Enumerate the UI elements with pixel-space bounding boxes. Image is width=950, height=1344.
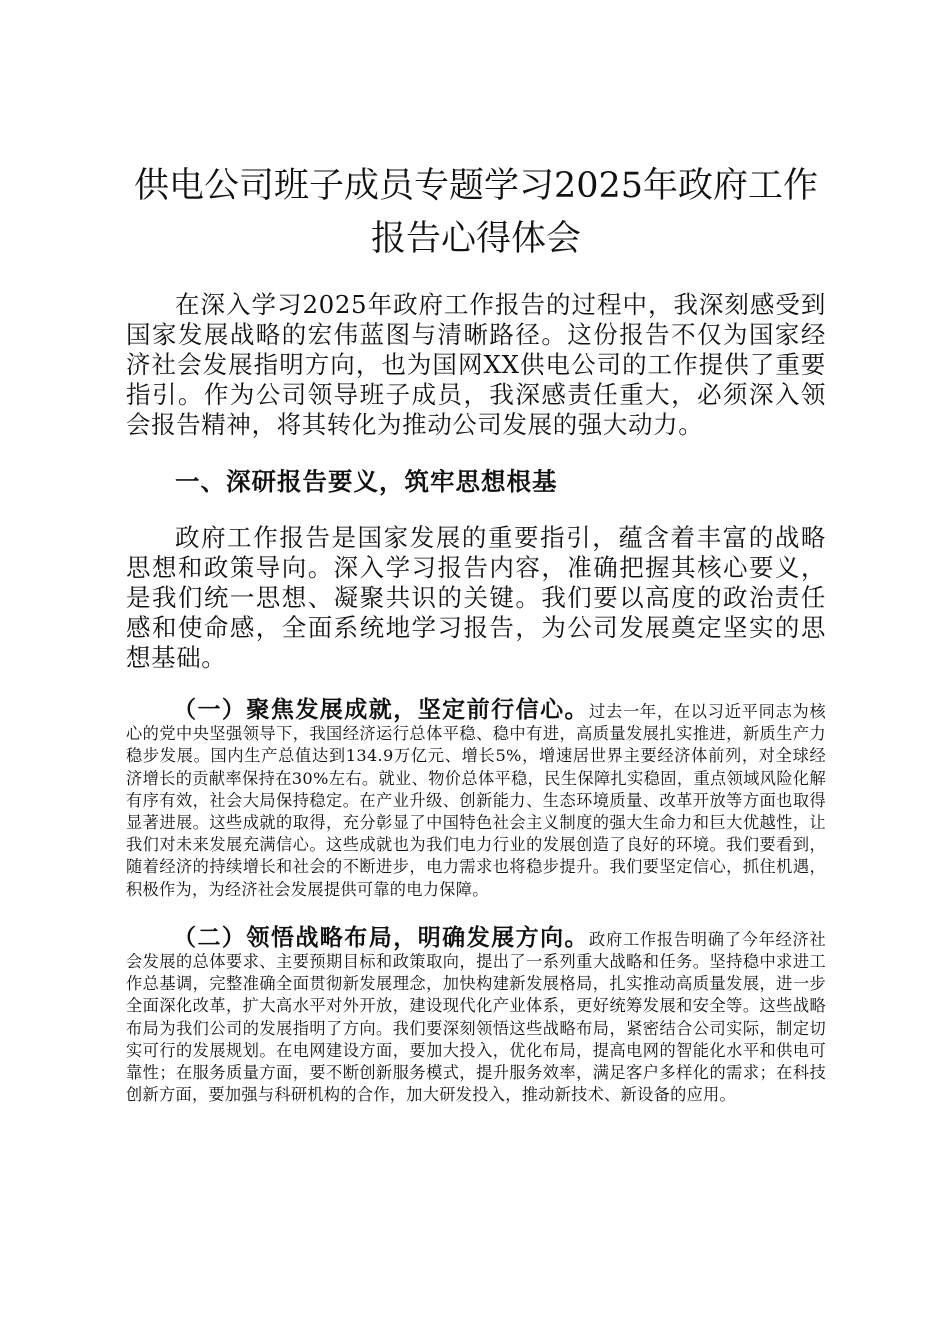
document-page	[126, 160, 826, 1106]
section-heading-1: 一、深研报告要义，筑牢思想根基	[175, 467, 558, 496]
subsection-1-paragraph	[126, 696, 827, 901]
subsection-2-body: 政府工作报告明确了今年经济社会发展的总体要求、主要预期目标和政策取向，提出了一系列重大战略和任务。坚持稳中求进工作总基调，完整准确全面贯彻新发展理念，加快构建新发展格局，扎实推动高质量发展，进一步全面深化改革，扩大高水平对外开放，建设现代化产业体系，更好统筹发展和安全等。这些战略布局为我们公司的发展指明了方向。我们要深刻领悟这些战略布局，紧密结合公司实际，制定切实可行的发展规划。在电网建设方面，要加大投入，优化布局，提高电网的智能化水平和供电可靠性；在服务质量方面，要不断创新服务模式，提升服务效率，满足客户多样化的需求；在科技创新方面，要加强与科研机构的合作，加大研发投入，推动新技术、新设备的应用。	[126, 929, 827, 1105]
subsection-1-body: 过去一年，在以习近平同志为核心的党中央坚强领导下，我国经济运行总体平稳、稳中有进，高质量发展扎实推进，新质生产力稳步发展。国内生产总值达到134.9万亿元、增长5%，增速居世界主要经济体前列，对全球经济增长的贡献率保持在30%左右。就业、物价总体平稳，民生保障扎实稳固，重点领域风险化解有序有效，社会大局保持稳定。在产业升级、创新能力、生态环境质量、改革开放等方面也取得显著进展。这些成就的取得，充分彰显了中国特色社会主义制度的强大生命力和巨大优越性，让我们对未来发展充满信心。这些成就也为我们电力行业的发展创造了良好的环境。我们要看到，随着经济的持续增长和社会的不断进步，电力需求也将稳步提升。我们要坚定信心，抓住机遇，积极作为，为经济社会发展提供可靠的电力保障。	[126, 702, 827, 899]
section-1-paragraph: 政府工作报告是国家发展的重要指引，蕴含着丰富的战略思想和政策导向。深入学习报告内容，准确把握其核心要义，是我们统一思想、凝聚共识的关键。我们要以高度的政治责任感和使命感，全面系统地学习报告，为公司发展奠定坚实的思想基础。	[126, 523, 826, 672]
subsection-2-lead: （二）领悟战略布局，明确发展方向。	[172, 923, 590, 951]
subsection-2-paragraph	[126, 923, 827, 1107]
subsection-1-lead: （一）聚焦发展成就，坚定前行信心。	[172, 696, 590, 723]
document-title: 供电公司班子成员专题学习2025年政府工作报告心得体会	[133, 166, 819, 259]
intro-paragraph: 在深入学习2025年政府工作报告的过程中，我深刻感受到国家发展战略的宏伟蓝图与清晰路径。这份报告不仅为国家经济社会发展指明方向，也为国网XX供电公司的工作提供了重要指引。作为公司领导班子成员，我深感责任重大，必须深入领会报告精神，将其转化为推动公司发展的强大动力。	[126, 290, 826, 439]
